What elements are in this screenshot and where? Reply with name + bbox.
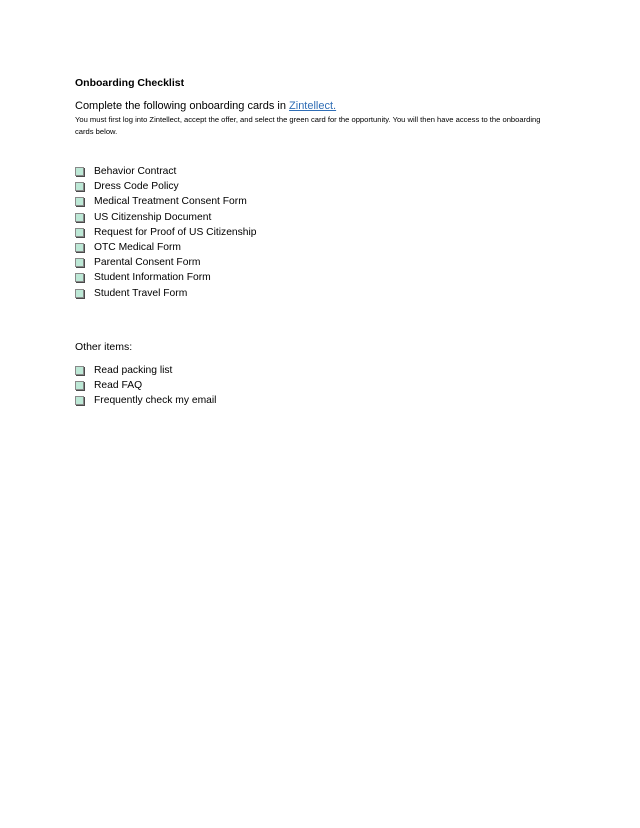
checkbox[interactable]	[75, 182, 84, 191]
instruction-note: You must first log into Zintellect, accept the offer, and select the green card for the opportunity. You will then have access to the onboarding cards below.	[75, 115, 541, 136]
checklist-item-label: Read packing list	[94, 364, 173, 376]
zintellect-link[interactable]: Zintellect.	[289, 100, 337, 112]
onboarding-checklist	[75, 164, 565, 301]
checklist-item-label: Student Information Form	[94, 272, 211, 284]
checklist-item-parental-consent-form	[75, 255, 565, 270]
checklist-item-dress-code-policy	[75, 179, 565, 194]
checkbox[interactable]	[75, 228, 84, 237]
checklist-item-label: Read FAQ	[94, 379, 143, 391]
checklist-item-otc-medical-form	[75, 240, 565, 255]
checklist-item-label: Behavior Contract	[94, 166, 177, 177]
checklist-item-read-packing-list	[75, 363, 565, 378]
checklist-item-read-faq	[75, 378, 565, 393]
checklist-item-check-email	[75, 393, 565, 408]
checklist-item-label: Medical Treatment Consent Form	[94, 196, 247, 208]
other-items-checklist	[75, 363, 565, 409]
checklist-item-label: OTC Medical Form	[94, 241, 181, 253]
checkbox[interactable]	[75, 381, 84, 390]
checkbox[interactable]	[75, 167, 84, 176]
checkbox[interactable]	[75, 366, 84, 375]
checklist-item-student-information-form	[75, 270, 565, 285]
intro-text: Complete the following onboarding cards in	[75, 100, 290, 112]
checklist-item-us-citizenship-document	[75, 210, 565, 225]
checkbox[interactable]	[75, 213, 84, 222]
checklist-item-label: Student Travel Form	[94, 287, 188, 299]
intro-paragraph	[75, 99, 565, 113]
checklist-item-label: US Citizenship Document	[94, 211, 212, 223]
checklist-item-label: Frequently check my email	[94, 395, 217, 407]
checklist-item-student-travel-form	[75, 286, 565, 301]
checkbox[interactable]	[75, 396, 84, 405]
checklist-item-label: Request for Proof of US Citizenship	[94, 226, 257, 238]
checkbox[interactable]	[75, 197, 84, 206]
checklist-item-proof-of-citizenship	[75, 225, 565, 240]
checkbox[interactable]	[75, 273, 84, 282]
checklist-item-medical-treatment-consent	[75, 194, 565, 209]
other-items-heading: Other items:	[75, 340, 133, 353]
checklist-item-label: Dress Code Policy	[94, 181, 179, 193]
checkbox[interactable]	[75, 258, 84, 267]
checklist-item-behavior-contract	[75, 164, 565, 179]
checklist-item-label: Parental Consent Form	[94, 257, 201, 269]
checkbox[interactable]	[75, 243, 84, 252]
document-content	[75, 76, 565, 408]
checkbox[interactable]	[75, 289, 84, 298]
page-title: Onboarding Checklist	[75, 77, 185, 89]
